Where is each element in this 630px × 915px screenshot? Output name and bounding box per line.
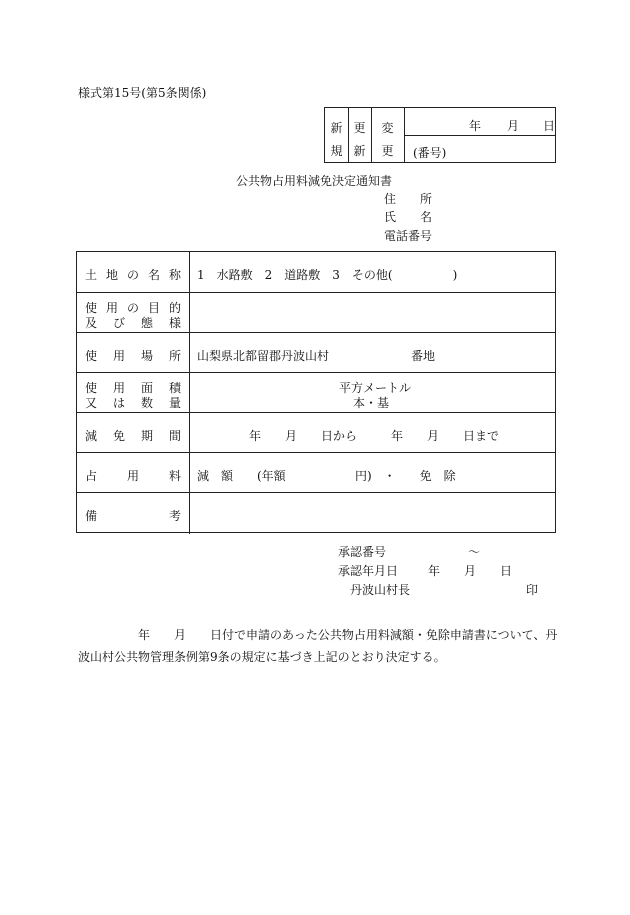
label-char: 場 [140, 349, 153, 363]
table-row [77, 452, 555, 493]
applicant-name-label: 氏 名 [384, 210, 433, 224]
header-divider [405, 135, 555, 136]
row-value [189, 293, 555, 333]
row-value: 減 額 (年額 円) ・ 免 除 [197, 469, 456, 483]
label-char: 用 [112, 381, 125, 395]
label-spaced [85, 314, 181, 331]
label-char: び [112, 316, 125, 330]
row-label [77, 373, 190, 413]
label-char: 地 [105, 268, 118, 282]
header-col-new: 新 規 [325, 108, 349, 162]
label-char: 占 [85, 469, 98, 483]
label-char: 使 [85, 349, 98, 363]
header-col-change: 変 更 [371, 108, 405, 162]
row-label [77, 333, 190, 373]
label-char: 使 [85, 381, 98, 395]
mayor-label: 丹波山村長 [350, 583, 411, 597]
label-char: 用 [105, 301, 118, 315]
label-char: 又 [85, 396, 98, 410]
label-spaced [85, 347, 181, 364]
decision-statement [78, 624, 558, 668]
label-char: 用 [126, 469, 139, 483]
label-char: 使 [85, 301, 98, 315]
label-spaced [85, 467, 181, 484]
label-char: の [126, 301, 139, 315]
label-char: 料 [168, 469, 181, 483]
label-char: 様 [168, 316, 181, 330]
label-spaced [85, 394, 181, 411]
label-char: 量 [168, 396, 181, 410]
label-char: 名 [147, 268, 160, 282]
label-char: 称 [168, 268, 181, 282]
label-char: 数 [140, 396, 153, 410]
row-label [77, 413, 190, 453]
table-row [77, 492, 555, 534]
statement-line: 年 月 日付で申請のあった公共物占用料減額・免除申請書について、丹 [78, 628, 558, 642]
label-spaced [85, 427, 181, 444]
table-row [77, 332, 555, 373]
header-number-label: (番号) [413, 146, 447, 160]
row-label [77, 293, 190, 333]
label-char: は [112, 396, 125, 410]
label-char: 的 [168, 301, 181, 315]
approval-date-value: 年 月 日 [428, 564, 513, 578]
label-char: 期 [140, 429, 153, 443]
label-spaced [85, 507, 181, 524]
label-char: 間 [168, 429, 181, 443]
form-number: 様式第15号(第5条関係) [78, 86, 207, 100]
label-char: 目 [147, 301, 160, 315]
approval-number-tilde: ～ [468, 545, 481, 559]
label-char: の [126, 268, 139, 282]
row-label [77, 493, 190, 534]
label-char: 積 [168, 381, 181, 395]
applicant-address-label: 住 所 [384, 192, 433, 206]
label-char: 用 [112, 349, 125, 363]
seal-mark: 印 [526, 583, 539, 597]
approval-number-label: 承認番号 [338, 545, 387, 559]
row-label [77, 453, 190, 493]
label-char: 態 [140, 316, 153, 330]
label-char: 考 [168, 509, 181, 523]
row-value: 1 水路敷 2 道路敷 3 その他( ) [197, 268, 458, 282]
applicant-phone-label: 電話番号 [384, 229, 433, 243]
header-stamp-box: 新 規 更 新 変 更 年 月 日 (番号) [324, 107, 556, 163]
row-value [189, 493, 555, 534]
header-col-renew: 更 新 [348, 108, 372, 162]
label-char: 免 [112, 429, 125, 443]
label-char: 面 [140, 381, 153, 395]
statement-line: 波山村公共物管理条例第9条の規定に基づき上記のとおり決定する。 [78, 650, 446, 664]
document-title: 公共物占用料減免決定通知書 [236, 174, 393, 188]
row-value: 年 月 日から 年 月 日まで [249, 429, 500, 443]
label-char: 所 [168, 349, 181, 363]
approval-date-label: 承認年月日 [338, 564, 399, 578]
table-row [77, 412, 555, 453]
label-char: 及 [85, 316, 98, 330]
table-row [77, 292, 555, 333]
table-row [77, 252, 555, 292]
label-char: 減 [85, 429, 98, 443]
decision-table [76, 251, 556, 533]
label-spaced [85, 266, 181, 283]
table-row [77, 372, 555, 413]
row-value: 山梨県北都留郡丹波山村 番地 [197, 349, 436, 363]
label-char: 備 [85, 509, 98, 523]
label-char: 土 [85, 268, 98, 282]
row-label [77, 252, 190, 292]
row-value: 平方メートル 本・基 [339, 381, 412, 410]
